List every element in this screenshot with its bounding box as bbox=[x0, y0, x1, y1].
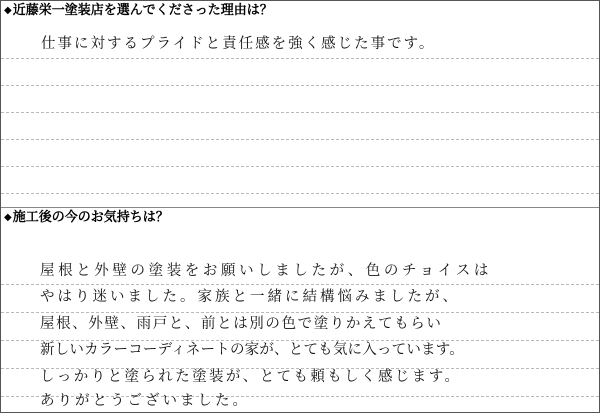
ruled-line bbox=[1, 312, 599, 313]
ruled-line bbox=[1, 85, 599, 86]
ruled-line bbox=[1, 112, 599, 113]
question-heading-reason bbox=[4, 3, 273, 19]
question-section-reason bbox=[1, 1, 599, 207]
handwritten-answer-line: 屋根、外壁、雨戸と、前とは別の色で塗りかえてもらい bbox=[40, 316, 443, 332]
ruled-line bbox=[1, 284, 599, 285]
handwritten-answer-line: 屋根と外壁の塗装をお願いしましたが、色のチョイスは bbox=[40, 263, 492, 279]
diamond-bullet-icon: ◆ bbox=[4, 212, 12, 223]
ruled-line bbox=[1, 139, 599, 140]
handwritten-answer-line: しっかりと塗られた塗装が、とても頼もしく感じます。 bbox=[40, 369, 462, 385]
question-text-feelings: 施工後の今のお気持ちは？ bbox=[12, 210, 169, 225]
ruled-line bbox=[1, 58, 599, 59]
handwritten-answer-line: 仕事に対するプライドと責任感を強く感じた事です。 bbox=[41, 36, 436, 52]
handwritten-answer-line: 新しいカラーコーディネートの家が、とても気に入っています。 bbox=[40, 342, 464, 358]
question-text-reason: 近藤栄一塗装店を選んでくださった理由は？ bbox=[12, 3, 273, 18]
question-section-feelings bbox=[1, 207, 599, 413]
diamond-bullet-icon: ◆ bbox=[4, 5, 12, 16]
handwritten-answer-line: ありがとうございました。 bbox=[40, 393, 250, 409]
question-heading-feelings bbox=[4, 210, 169, 226]
handwritten-answer-line: やはり迷いました。家族と一緒に結構悩みましたが、 bbox=[40, 289, 460, 305]
ruled-line bbox=[1, 166, 599, 167]
ruled-line bbox=[1, 193, 599, 194]
